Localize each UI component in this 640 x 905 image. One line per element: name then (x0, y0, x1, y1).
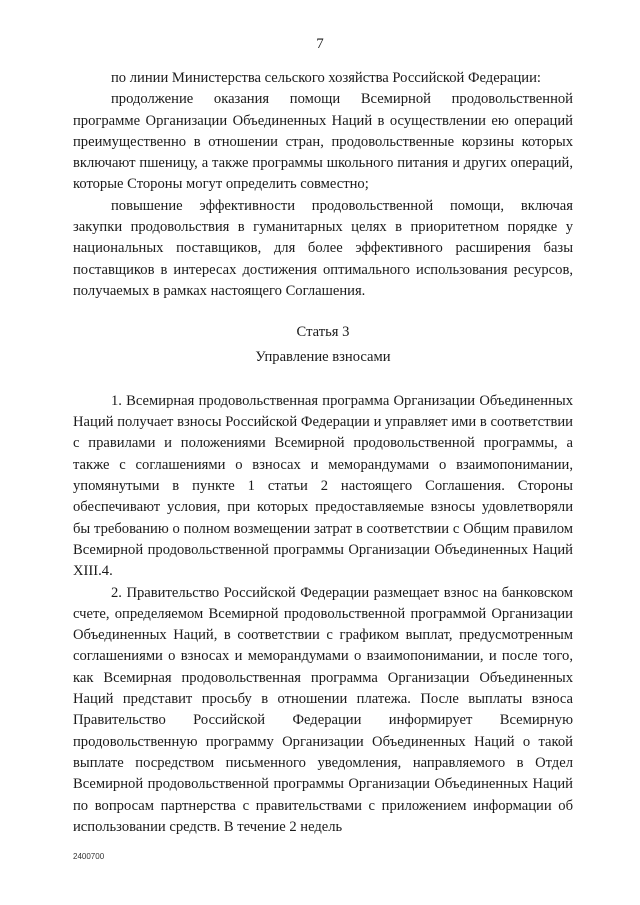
article-number-heading: Статья 3 (296, 324, 350, 341)
intro-paragraph: повышение эффективности продовольственной помощи, включая закупки продовольствия в гуманитарных целях в приоритетном порядке у национальных поставщиков, для более эффективного расширения базы поставщиков в интересах достижения оптимального использования ресурсов, получаемых в рамках настоящего Соглашения. (73, 197, 573, 299)
article-paragraph: 1. Всемирная продовольственная программа Организации Объединенных Наций получает взносы Российской Федерации и управляет ими в соответствии с правилами и положениями Всемирной продовольственной программы, а также с соглашениями о взносах и меморандумами о взаимопонимании, упомянутыми в пункте 1 статьи 2 настоящего Соглашения. Стороны обеспечивают условия, при которых предоставляемые взносы удовлетворяли бы требованию о полном возмещении затрат в соответствии с Общим правилом Всемирной продовольственной программы Организации Объединенных Наций XIII.4. (73, 392, 573, 580)
article-paragraph: 2. Правительство Российской Федерации размещает взнос на банковском счете, определяемом Всемирной продовольственной программой Организации Объединенных Наций, в соответствии с графиком выплат, предусмотренным соглашениями о взносах и меморандумами о взаимопонимании, и после того, как Всемирная продовольственная программа Организации Объединенных Наций представит просьбу в отношении платежа. После выплаты взноса Правительство Российской Федерации информирует Всемирную продовольственную программу Организации Объединенных Наций о такой выплате посредством письменного уведомления, направляемого в Отдел Всемирной продовольственной программы Организации Объединенных Наций по вопросам партнерства с правительствами с приложением информации об использовании средств. В течение 2 недель (73, 584, 573, 835)
intro-paragraph: по линии Министерства сельского хозяйства Российской Федерации: (111, 70, 541, 86)
document-body (73, 68, 573, 838)
article-title-heading: Управление взносами (255, 348, 391, 365)
intro-paragraph: продолжение оказания помощи Всемирной продовольственной программе Организации Объединенных Наций в осуществлении ею операций преимущественно в отношении стран, продовольственные корзины которых включают пшеницу, а также программы школьного питания и других операций, которые Стороны могут определить совместно; (73, 91, 573, 193)
page-number: 7 (316, 36, 324, 52)
document-code: 2400700 (73, 852, 105, 861)
